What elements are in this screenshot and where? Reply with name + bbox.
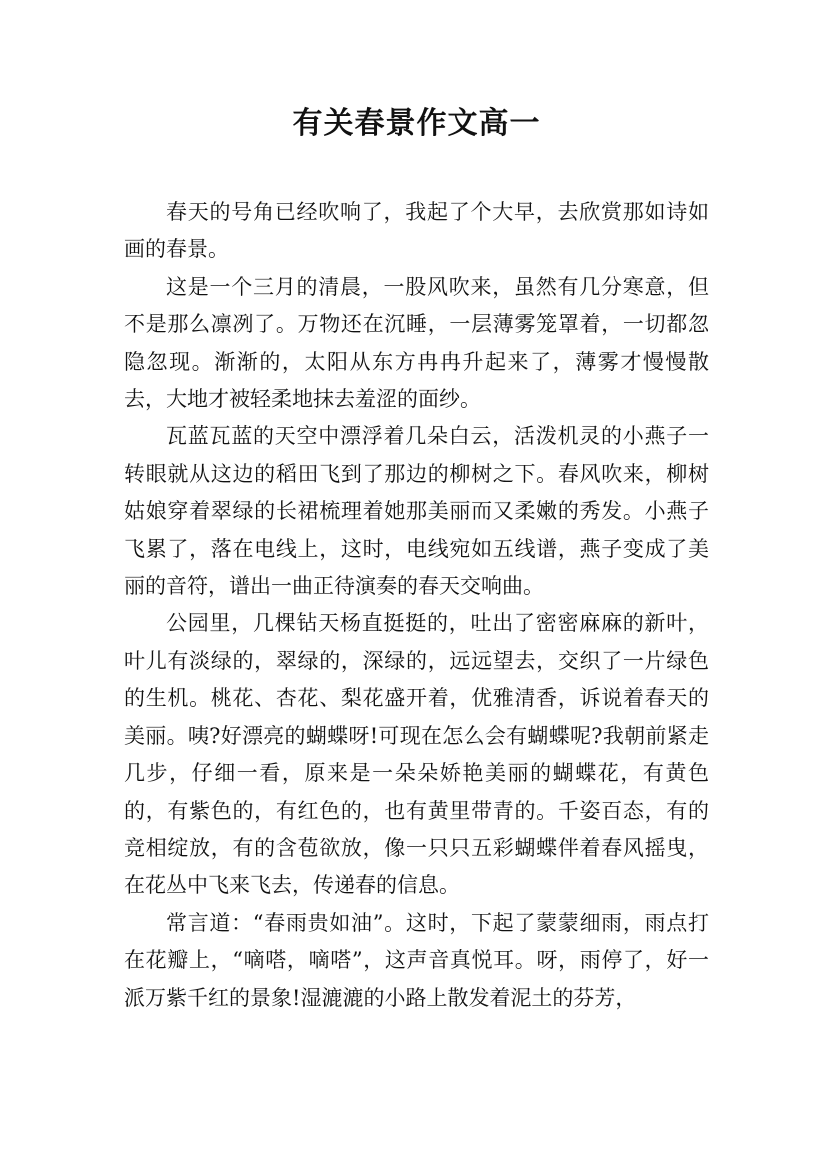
- document-body: [124, 194, 709, 1017]
- paragraph: 常言道：“春雨贵如油”。这时，下起了蒙蒙细雨，雨点打在花瓣上，“嘀嗒，嘀嗒”，这声音真悦耳。呀，雨停了，好一派万紫千红的景象!湿漉漉的小路上散发着泥土的芬芳，: [124, 910, 709, 1010]
- paragraph: 这是一个三月的清晨，一股风吹来，虽然有几分寒意，但不是那么凛冽了。万物还在沉睡，一层薄雾笼罩着，一切都忽隐忽现。渐渐的，太阳从东方冉冉升起来了，薄雾才慢慢散去，大地才被轻柔地抹去羞涩的面纱。: [124, 274, 709, 412]
- paragraph: 瓦蓝瓦蓝的天空中漂浮着几朵白云，活泼机灵的小燕子一转眼就从这边的稻田飞到了那边的柳树之下。春风吹来，柳树姑娘穿着翠绿的长裙梳理着她那美丽而又柔嫩的秀发。小燕子飞累了，落在电线上，这时，电线宛如五线谱，燕子变成了美丽的音符，谱出一曲正待演奏的春天交响曲。: [124, 424, 709, 599]
- paragraph: 春天的号角已经吹响了，我起了个大早，去欣赏那如诗如画的春景。: [124, 200, 709, 262]
- document-title: 有关春景作文高一: [292, 106, 541, 141]
- paragraph: 公园里，几棵钻天杨直挺挺的，吐出了密密麻麻的新叶，叶儿有淡绿的，翠绿的，深绿的，远远望去，交织了一片绿色的生机。桃花、杏花、梨花盛开着，优雅清香，诉说着春天的美丽。咦?好漂亮的蝴蝶呀!可现在怎么会有蝴蝶呢?我朝前紧走几步，仔细一看，原来是一朵朵娇艳美丽的蝴蝶花，有黄色的，有紫色的，有红色的，也有黄里带青的。千姿百态，有的竞相绽放，有的含苞欲放，像一只只五彩蝴蝶伴着春风摇曳，在花丛中飞来飞去，传递春的信息。: [124, 611, 709, 898]
